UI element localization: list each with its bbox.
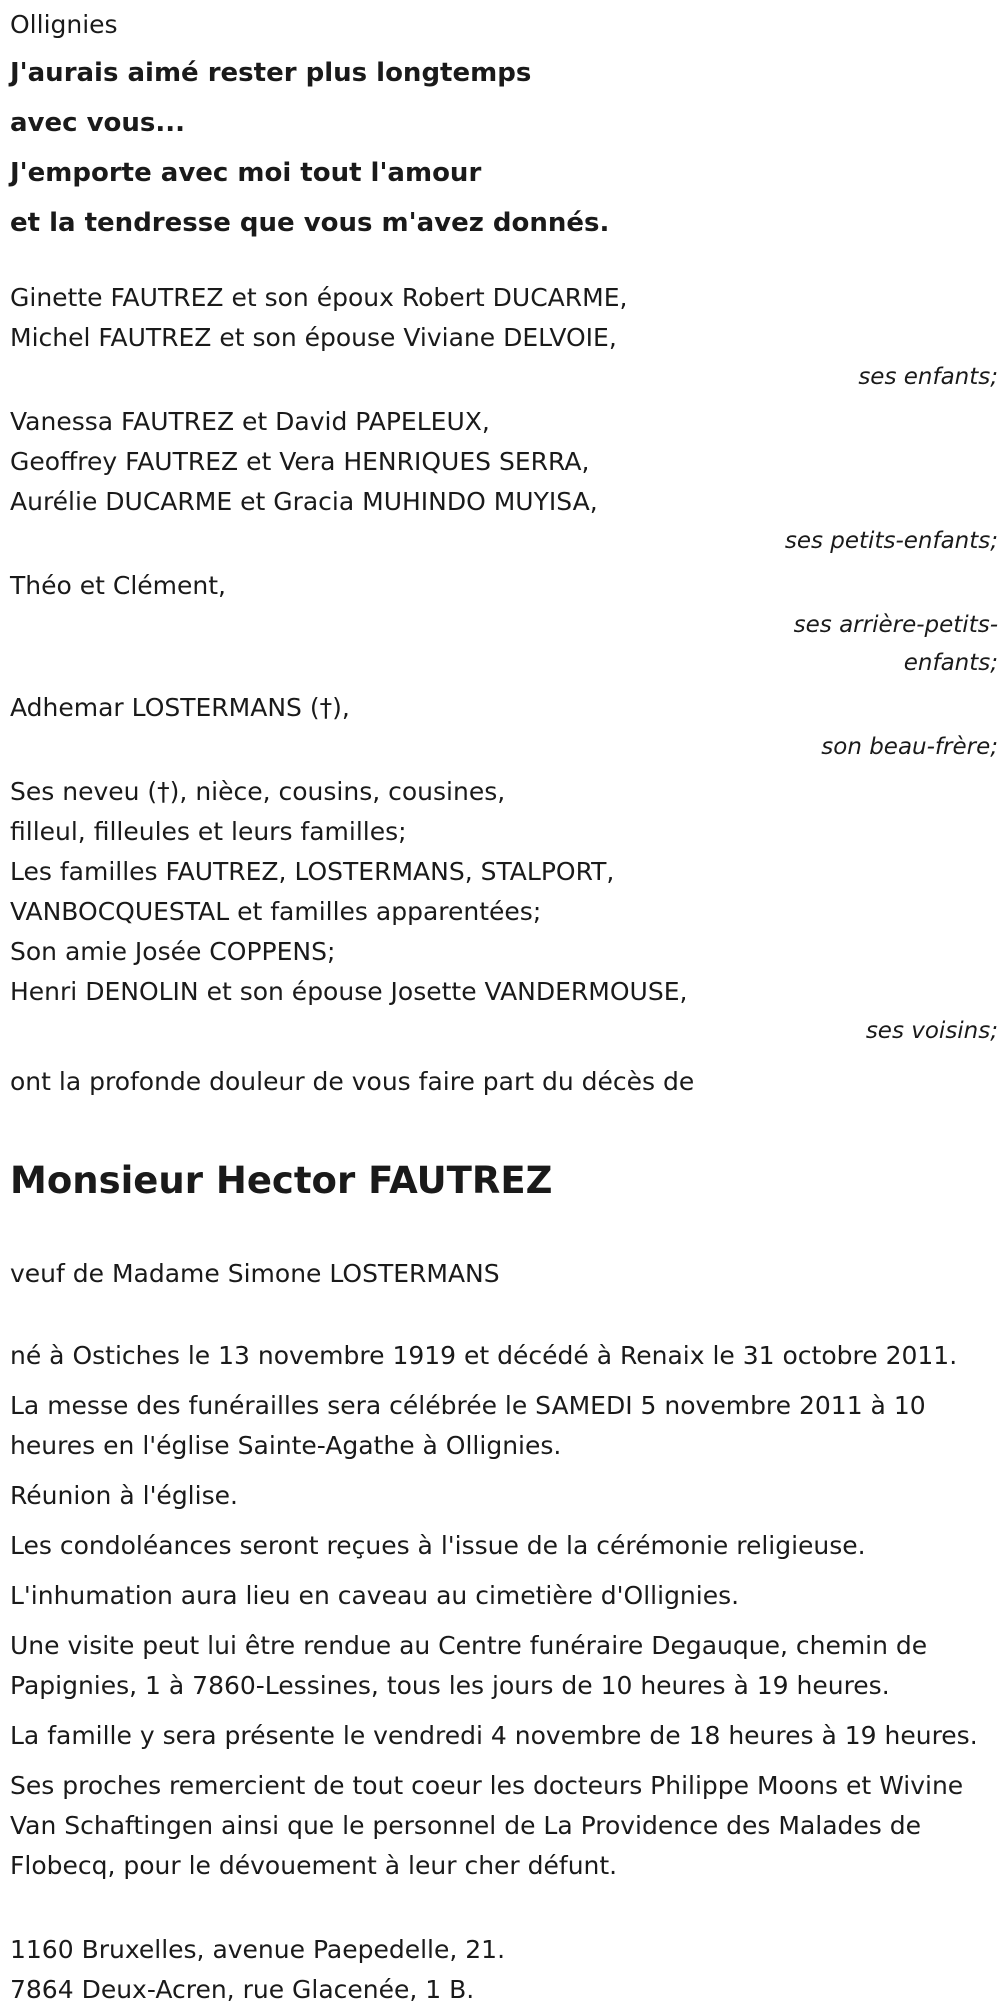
- detail-paragraph: Ses proches remercient de tout coeur les docteurs Philippe Moons et Wivine Van Schaftingen ainsi que le personnel de La Providence des Malades de Flobecq, pour le dévouement à leur cher défunt.: [10, 1771, 964, 1880]
- family-line: Henri DENOLIN et son épouse Josette VANDERMOUSE,: [10, 977, 688, 1006]
- detail-paragraph: La messe des funérailles sera célébrée le SAMEDI 5 novembre 2011 à 10 heures en l'église Sainte-Agathe à Ollignies.: [10, 1391, 926, 1460]
- brother-in-law-group: [10, 688, 1000, 766]
- poem-line: et la tendresse que vous m'avez donnés.: [10, 208, 610, 238]
- detail-paragraph: L'inhumation aura lieu en caveau au cimetière d'Ollignies.: [10, 1581, 740, 1610]
- relation-label: ses arrière-petits-enfants;: [793, 612, 998, 676]
- family-line: Adhemar LOSTERMANS (†),: [10, 693, 350, 722]
- family-line: Vanessa FAUTREZ et David PAPELEUX,: [10, 407, 490, 436]
- address-line: 1160 Bruxelles, avenue Paepedelle, 21.: [10, 1935, 506, 1964]
- family-line: filleul, filleules et leurs familles;: [10, 817, 407, 846]
- details-block: [10, 1336, 1000, 1886]
- widow-line: veuf de Madame Simone LOSTERMANS: [10, 1259, 500, 1288]
- detail-paragraph: Réunion à l'église.: [10, 1481, 238, 1510]
- family-line: VANBOCQUESTAL et familles apparentées;: [10, 897, 542, 926]
- family-line: Les familles FAUTREZ, LOSTERMANS, STALPORT,: [10, 857, 615, 886]
- family-line: Aurélie DUCARME et Gracia MUHINDO MUYISA,: [10, 487, 598, 516]
- relation-label: ses enfants;: [858, 364, 998, 390]
- family-line: Geoffrey FAUTREZ et Vera HENRIQUES SERRA,: [10, 447, 590, 476]
- detail-paragraph: né à Ostiches le 13 novembre 1919 et décédé à Renaix le 31 octobre 2011.: [10, 1341, 958, 1370]
- poem-line: J'emporte avec moi tout l'amour: [10, 158, 482, 188]
- relation-label: ses voisins;: [865, 1018, 998, 1044]
- family-line: Ginette FAUTREZ et son époux Robert DUCARME,: [10, 283, 628, 312]
- place-heading: Ollignies: [10, 10, 118, 39]
- detail-paragraph: Les condoléances seront reçues à l'issue de la cérémonie religieuse.: [10, 1531, 866, 1560]
- family-line: Théo et Clément,: [10, 571, 226, 600]
- grandchildren-group: [10, 402, 1000, 560]
- family-line: Son amie Josée COPPENS;: [10, 937, 336, 966]
- children-group: [10, 278, 1000, 396]
- detail-paragraph: La famille y sera présente le vendredi 4 novembre de 18 heures à 19 heures.: [10, 1721, 978, 1750]
- detail-paragraph: Une visite peut lui être rendue au Centre funéraire Degauque, chemin de Papignies, 1 à 7860-Lessines, tous les jours de 10 heures à 19 heures.: [10, 1631, 928, 1700]
- relation-label: ses petits-enfants;: [784, 528, 998, 554]
- family-line: Michel FAUTREZ et son épouse Viviane DELVOIE,: [10, 323, 617, 352]
- poem-line: J'aurais aimé rester plus longtemps: [10, 58, 532, 88]
- relation-label: son beau-frère;: [821, 734, 998, 760]
- family-line: Ses neveu (†), nièce, cousins, cousines,: [10, 777, 506, 806]
- deceased-name: Monsieur Hector FAUTREZ: [10, 1159, 553, 1202]
- others-group: [10, 772, 1000, 1050]
- poem-line: avec vous...: [10, 108, 186, 138]
- address-block: [10, 1930, 1000, 2010]
- poem-block: [10, 48, 1000, 248]
- announcement-intro: ont la profonde douleur de vous faire part du décès de: [10, 1067, 695, 1096]
- great-grandchildren-group: [10, 566, 1000, 682]
- address-line: 7864 Deux-Acren, rue Glacenée, 1 B.: [10, 1975, 475, 2004]
